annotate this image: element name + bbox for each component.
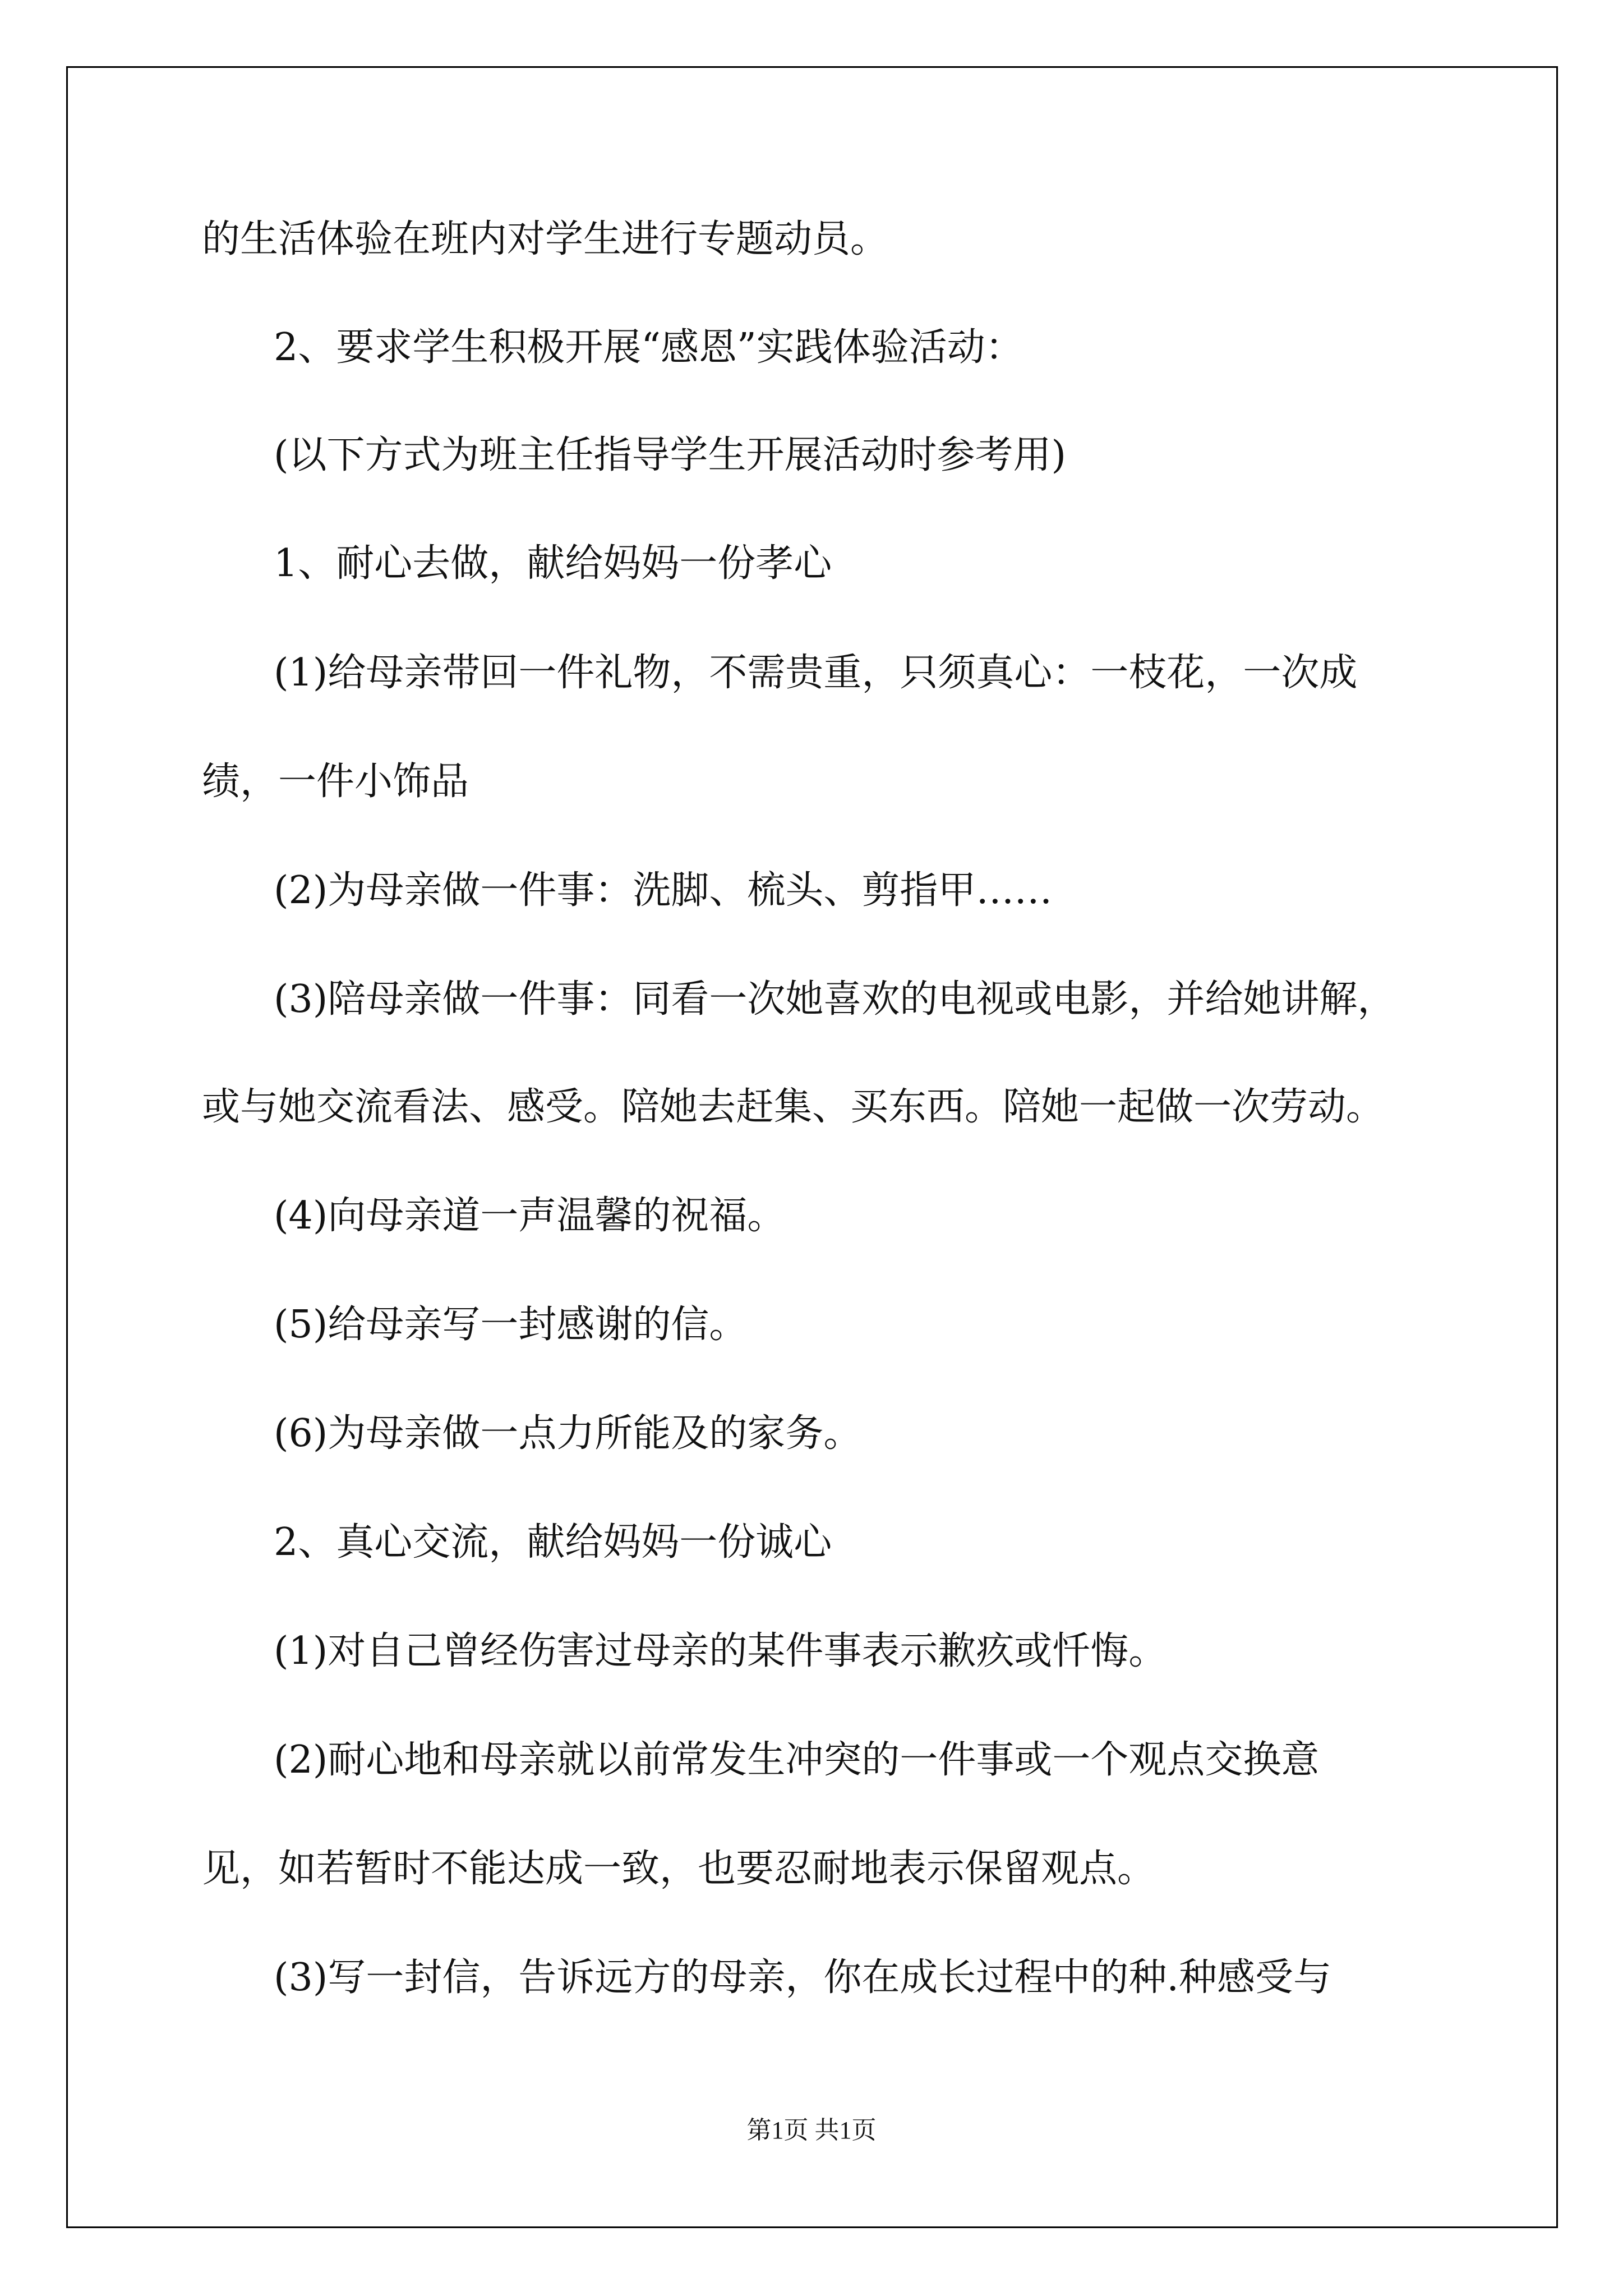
text-line: (3)陪母亲做一件事：同看一次她喜欢的电视或电影，并给她讲解， — [274, 977, 1396, 1022]
text-line: (2)耐心地和母亲就以前常发生冲突的一件事或一个观点交换意 — [274, 1738, 1320, 1782]
text-line: (5)给母亲写一封感谢的信。 — [274, 1303, 748, 1347]
text-line: (2)为母亲做一件事：洗脚、梳头、剪指甲…… — [274, 868, 1053, 913]
text-line: 或与她交流看法、感受。陪她去赶集、买东西。陪她一起做一次劳动。 — [202, 1085, 1385, 1129]
page-footer: 第1页 共1页 — [746, 2116, 877, 2144]
text-line: 绩，一件小饰品 — [202, 760, 469, 804]
text-line: (4)向母亲道一声温馨的祝福。 — [274, 1194, 786, 1238]
text-line: 2、真心交流，献给妈妈一份诚心 — [274, 1520, 832, 1565]
text-line: (3)写一封信，告诉远方的母亲，你在成长过程中的种.种感受与 — [274, 1955, 1331, 2000]
text-line: (6)为母亲做一点力所能及的家务。 — [274, 1411, 862, 1456]
page-border — [66, 66, 1558, 2228]
text-line: (以下方式为班主任指导学生开展活动时参考用) — [274, 433, 1067, 477]
text-line: 2、要求学生积极开展“感恩”实践体验活动： — [274, 325, 1023, 370]
text-line: 1、耐心去做，献给妈妈一份孝心 — [274, 541, 832, 586]
text-line: (1)对自己曾经伤害过母亲的某件事表示歉疚或忏悔。 — [274, 1629, 1167, 1673]
text-line: (1)给母亲带回一件礼物，不需贵重，只须真心：一枝花，一次成 — [274, 651, 1358, 695]
text-line: 的生活体验在班内对学生进行专题动员。 — [202, 217, 889, 261]
text-line: 见，如若暂时不能达成一致，也要忍耐地表示保留观点。 — [202, 1847, 1156, 1891]
